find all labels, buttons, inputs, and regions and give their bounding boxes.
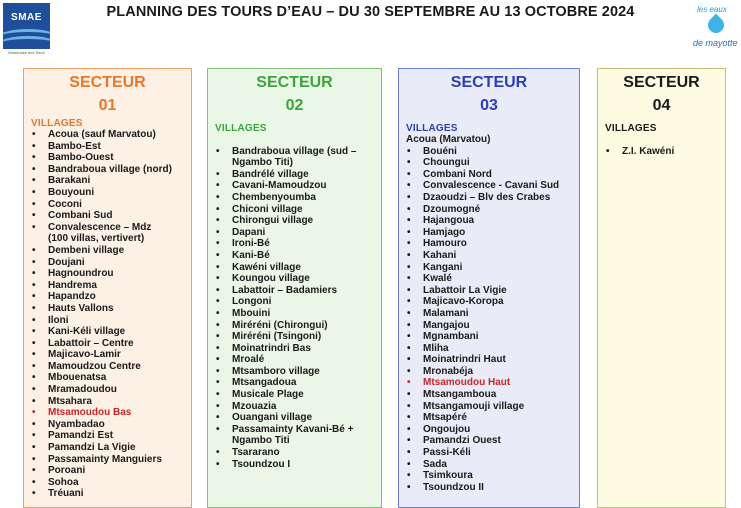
village-item: • Ongoujou	[399, 424, 579, 436]
village-item: • Coconi	[24, 199, 191, 211]
village-item: • Sada	[399, 459, 579, 471]
sector-number: 04	[652, 97, 671, 114]
village-item: • Cavani-Mamoudzou	[208, 180, 381, 192]
village-item: • Bambo-Ouest	[24, 152, 191, 164]
village-item: • Chembenyoumba	[208, 192, 381, 204]
village-item: • Passamainty Kavani-Bé +	[208, 424, 381, 436]
village-item: Ngambo Titi)	[232, 157, 293, 169]
village-item: • Mbouini	[208, 308, 381, 320]
village-item: • Mtsangadoua	[208, 377, 381, 389]
village-item: • Hagnoundrou	[24, 268, 191, 280]
village-item: • Kahani	[399, 250, 579, 262]
sector-04-column	[597, 68, 726, 508]
village-item: • Hapandzo	[24, 291, 191, 303]
village-item: • Barakani	[24, 175, 191, 187]
village-item: • Mtsamboro village	[208, 366, 381, 378]
village-item: • Majicavo-Lamir	[24, 349, 191, 361]
village-item: • Tréuani	[24, 488, 191, 500]
village-item: Acoua (Marvatou)	[406, 134, 491, 145]
villages-heading: VILLAGES	[605, 123, 657, 134]
sector-03-column	[398, 68, 580, 508]
village-item: • Choungui	[399, 157, 579, 169]
village-item: • Bandraboua village (nord)	[24, 164, 191, 176]
village-item: • Acoua (sauf Marvatou)	[24, 129, 191, 141]
page-title: PLANNING DES TOURS D’EAU – DU 30 SEPTEMBRE AU 13 OCTOBRE 2024	[106, 4, 635, 20]
village-item: • Kani-Kéli village	[24, 326, 191, 338]
village-item: • Labattoir – Centre	[24, 338, 191, 350]
village-item: • Chiconi village	[208, 204, 381, 216]
village-item	[598, 134, 725, 146]
village-item: • Mzouazia	[208, 401, 381, 413]
village-item: • Hauts Vallons	[24, 303, 191, 315]
village-list	[24, 129, 191, 500]
smae-logo-subtitle: Mahoraise des Eaux	[8, 50, 45, 55]
sector-label: SECTEUR	[69, 74, 146, 91]
village-item: • Passamainty Manguiers	[24, 454, 191, 466]
village-list	[208, 134, 381, 470]
sector-number: 01	[98, 97, 117, 114]
village-item: • Mtsangamouji village	[399, 401, 579, 413]
sector-label: SECTEUR	[450, 74, 528, 91]
village-item: • Tsimkoura	[399, 470, 579, 482]
village-list	[399, 134, 579, 493]
village-item: • Bouéni	[399, 146, 579, 158]
village-item: • Dzoumogné	[399, 204, 579, 216]
village-item: • Mbouenatsa	[24, 372, 191, 384]
village-item: • Bouyouni	[24, 187, 191, 199]
village-item: • Labattoir – Badamiers	[208, 285, 381, 297]
village-item: • Majicavo-Koropa	[399, 296, 579, 308]
village-item: • Mtsamoudou Bas	[24, 407, 191, 419]
village-item: • Mramadoudou	[24, 384, 191, 396]
village-item: • Longoni	[208, 296, 381, 308]
village-item: • Sohoa	[24, 477, 191, 489]
village-item: • Mtsangamboua	[399, 389, 579, 401]
village-item: • Ouangani village	[208, 412, 381, 424]
village-item: • Moinatrindri Haut	[399, 354, 579, 366]
village-item: • Pamandzi Est	[24, 430, 191, 442]
smae-logo-text: SMAE	[11, 12, 42, 23]
village-item: • Malamani	[399, 308, 579, 320]
sector-01-column	[23, 68, 192, 508]
village-item: • Pamandzi Ouest	[399, 435, 579, 447]
village-item: (100 villas, vertivert)	[48, 233, 145, 245]
village-item: • Miréréni (Chirongui)	[208, 320, 381, 332]
village-item: • Mtsahara	[24, 396, 191, 408]
village-item: • Mangajou	[399, 320, 579, 332]
village-item: • Tsararano	[208, 447, 381, 459]
village-item: • Poroani	[24, 465, 191, 477]
village-item: • Miréréni (Tsingoni)	[208, 331, 381, 343]
village-item: • Mamoudzou Centre	[24, 361, 191, 373]
eaux-de-mayotte-logo	[693, 5, 739, 51]
village-item: • Hajangoua	[399, 215, 579, 227]
village-item: • Passi-Kéli	[399, 447, 579, 459]
village-item: • Tsoundzou II	[399, 482, 579, 494]
village-item: • Chirongui village	[208, 215, 381, 227]
village-item: • Labattoir La Vigie	[399, 285, 579, 297]
village-item: • Kangani	[399, 262, 579, 274]
village-item: • Doujani	[24, 257, 191, 269]
smae-wave-icon	[3, 36, 50, 49]
village-item: • Z.I. Kawéni	[598, 146, 725, 158]
village-item: • Dembeni village	[24, 245, 191, 257]
village-item: • Combani Nord	[399, 169, 579, 181]
village-item: • Combani Sud	[24, 210, 191, 222]
village-item: • Handrema	[24, 280, 191, 292]
village-item: • Dapani	[208, 227, 381, 239]
sector-number: 02	[285, 97, 304, 114]
sector-label: SECTEUR	[256, 74, 333, 91]
village-item: • Pamandzi La Vigie	[24, 442, 191, 454]
village-item: • Iloni	[24, 315, 191, 327]
village-item: • Tsoundzou I	[208, 459, 381, 471]
village-item: • Musicale Plage	[208, 389, 381, 401]
village-item: • Kwalé	[399, 273, 579, 285]
village-item: • Mronabéja	[399, 366, 579, 378]
village-item: • Kani-Bé	[208, 250, 381, 262]
village-item: • Hamouro	[399, 238, 579, 250]
logo-text-bottom: de mayotte	[693, 38, 738, 48]
village-item: • Convalescence – Mdz	[24, 222, 191, 234]
village-item: • Mtsapéré	[399, 412, 579, 424]
village-item	[208, 134, 381, 146]
villages-heading: VILLAGES	[31, 118, 83, 129]
village-item: • Nyambadao	[24, 419, 191, 431]
water-drop-icon	[705, 14, 728, 37]
village-item: Ngambo Titi	[232, 435, 290, 447]
village-item: • Bambo-Est	[24, 141, 191, 153]
village-item: • Hamjago	[399, 227, 579, 239]
village-item: • Mroalé	[208, 354, 381, 366]
village-item: • Mtsamoudou Haut	[399, 377, 579, 389]
village-item: • Koungou village	[208, 273, 381, 285]
village-item: • Convalescence - Cavani Sud	[399, 180, 579, 192]
sector-label: SECTEUR	[623, 74, 700, 91]
villages-heading: VILLAGES	[406, 123, 458, 134]
village-item: • Dzaoudzi – Blv des Crabes	[399, 192, 579, 204]
village-item: • Moinatrindri Bas	[208, 343, 381, 355]
village-item: • Mgnambani	[399, 331, 579, 343]
villages-heading: VILLAGES	[215, 123, 267, 134]
sector-02-column	[207, 68, 382, 508]
village-item: • Mliha	[399, 343, 579, 355]
logo-text-top: les eaux	[697, 5, 727, 14]
village-item: • Bandraboua village (sud –	[208, 146, 381, 158]
village-list	[598, 134, 725, 157]
sector-number: 03	[480, 97, 498, 114]
village-item: • Bandrélé village	[208, 169, 381, 181]
village-item: • Ironi-Bé	[208, 238, 381, 250]
village-item: • Kawéni village	[208, 262, 381, 274]
